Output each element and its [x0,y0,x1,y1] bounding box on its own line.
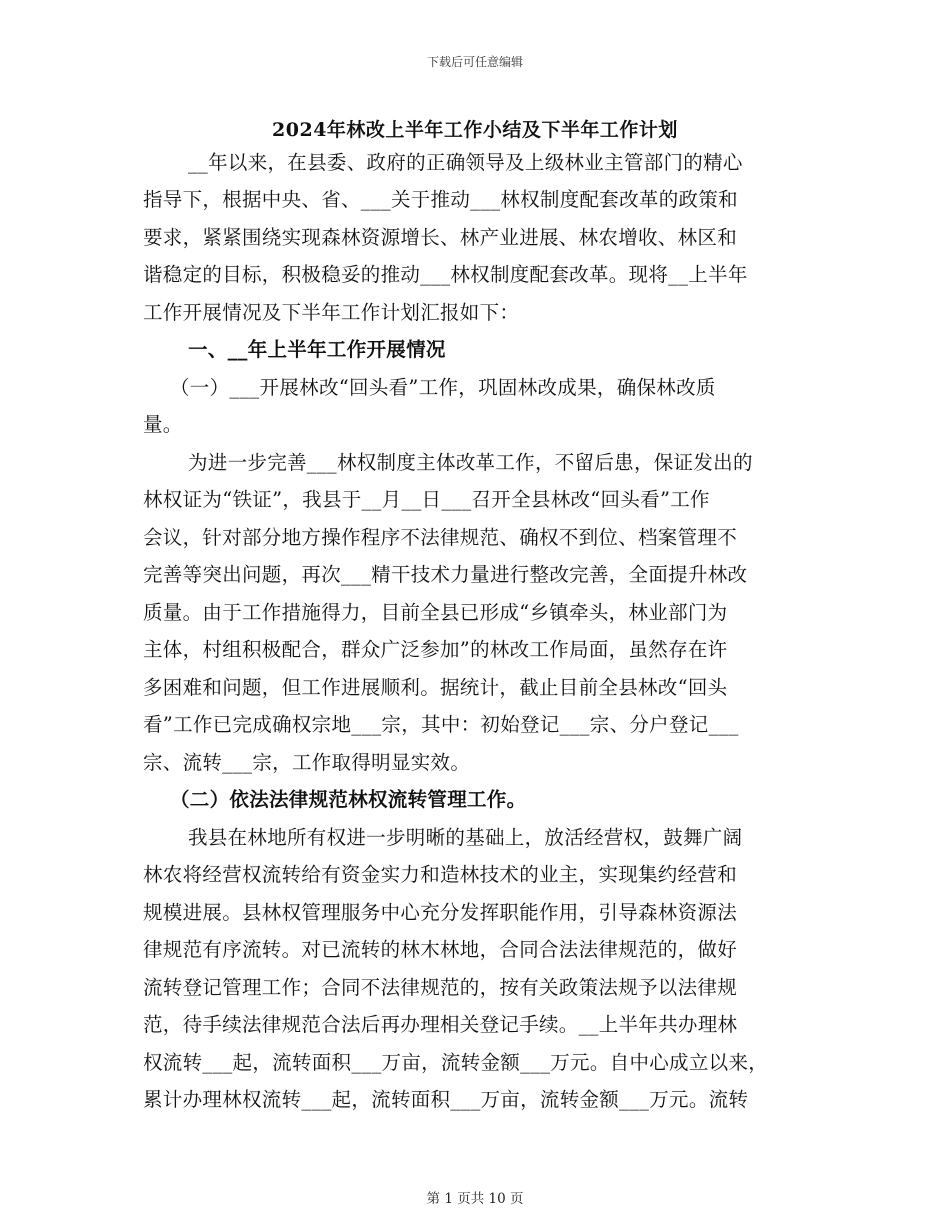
paragraph-line: 林权证为“铁证”，我县于__月__日___召开全县林改“回头看”工作 [143,488,710,511]
subsection-heading: （一）___开展林改“回头看”工作，巩固林改成果，确保林改质 [170,376,716,399]
section-heading: 一、__年上半年工作开展情况 [188,338,446,361]
paragraph-line: 规模进展。县林权管理服务中心充分发挥职能作用，引导森林资源法 [143,901,738,924]
paragraph-line: 范，待手续法律规范合法后再办理相关登记手续。__上半年共办理林 [143,1013,738,1036]
paragraph-line: 主体，村组积极配合，群众广泛参加”的林改工作局面，虽然存在许 [143,638,728,661]
paragraph-line: 权流转___起，流转面积___万亩，流转金额___万元。自中心成立以来， [143,1051,769,1074]
paragraph-line: 我县在林地所有权进一步明晰的基础上，放活经营权，鼓舞广阔 [188,826,743,849]
subsection-heading: （二）依法法律规范林权流转管理工作。 [170,788,527,811]
paragraph-line: 为进一步完善___林权制度主体改革工作，不留后患，保证发出的 [188,451,753,474]
page-footer: 第 1 页共 10 页 [426,1191,524,1207]
paragraph-line: 指导下，根据中央、省、___关于推动___林权制度配套改革的政策和 [143,188,738,211]
page-header: 下载后可任意编辑 [426,55,523,69]
paragraph-line: 会议，针对部分地方操作程序不法律规范、确权不到位、档案管理不 [143,526,738,549]
paragraph-line: 宗、流转___宗，工作取得明显实效。 [143,751,471,774]
paragraph-line: 谐稳定的目标，积极稳妥的推动___林权制度配套改革。现将__上半年 [143,263,748,286]
document-title: 2024年林改上半年工作小结及下半年工作计划 [272,119,678,141]
paragraph-line: 完善等突出问题，再次___精干技术力量进行整改完善，全面提升林改 [143,563,748,586]
paragraph-line: 累计办理林权流转___起，流转面积___万亩，流转金额___万元。流转 [143,1088,749,1111]
paragraph-line: 多困难和问题，但工作进展顺利。据统计，截止目前全县林改“回头 [143,676,728,699]
paragraph-line: 质量。由于工作措施得力，目前全县已形成“乡镇牵头，林业部门为 [143,601,728,624]
paragraph-line: 量。 [143,413,183,436]
paragraph-line: 律规范有序流转。对已流转的林木林地，合同合法法律规范的，做好 [143,938,738,961]
paragraph-line: 要求，紧紧围绕实现森林资源增长、林产业进展、林农增收、林区和 [143,226,738,249]
paragraph-line: 流转登记管理工作；合同不法律规范的，按有关政策法规予以法律规 [143,976,738,999]
paragraph-line: __年以来，在县委、政府的正确领导及上级林业主管部门的精心 [188,151,743,174]
paragraph-line: 看”工作已完成确权宗地___宗，其中：初始登记___宗、分户登记___ [143,713,739,736]
paragraph-line: 工作开展情况及下半年工作计划汇报如下： [143,301,520,324]
paragraph-line: 林农将经营权流转给有资金实力和造林技术的业主，实现集约经营和 [143,863,738,886]
